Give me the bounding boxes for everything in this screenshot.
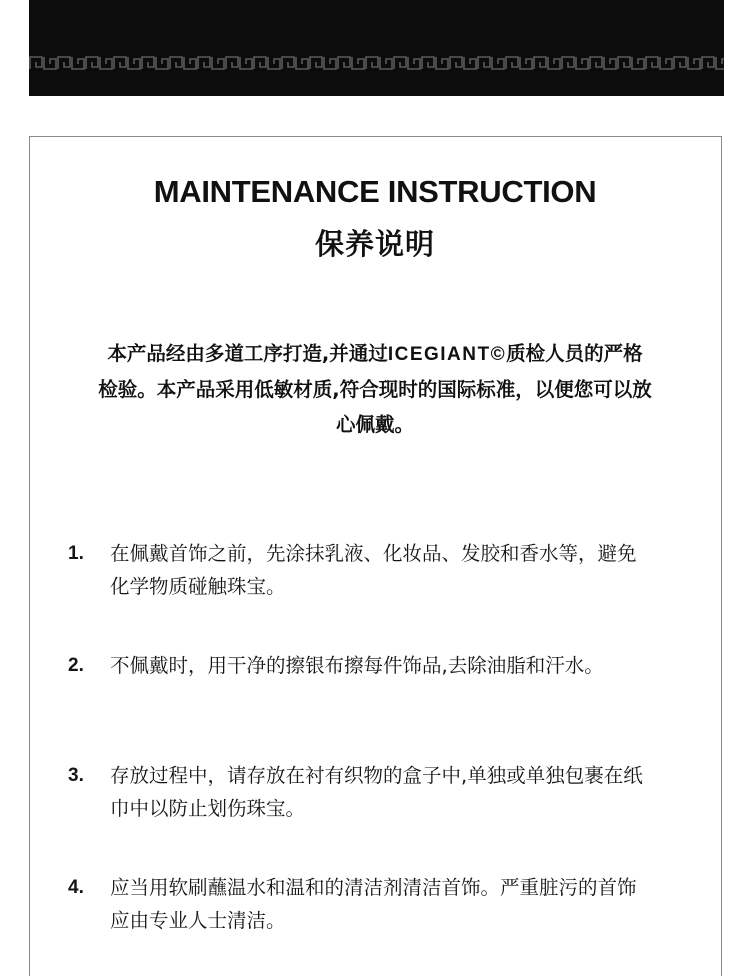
item-number: 3. — [68, 765, 84, 786]
page-title-en: MAINTENANCE INSTRUCTION — [153, 174, 597, 209]
greek-key-pattern — [29, 54, 724, 72]
item-text: 不佩戴时，用干净的擦银布擦每件饰品,去除油脂和汗水。 — [110, 654, 604, 677]
brand-name: ICEGIANT© — [387, 344, 507, 365]
intro-paragraph — [98, 336, 652, 442]
item-text: 在佩戴首饰之前，先涂抹乳液、化妆品、发胶和香水等，避免化学物质碰触珠宝。 — [110, 542, 637, 598]
intro-text-before: 本产品经由多道工序打造,并通过 — [107, 342, 388, 365]
item-text: 存放过程中，请存放在衬有织物的盒子中,单独或单独包裹在纸巾中以防止划伤珠宝。 — [110, 764, 643, 820]
intro-text-after: 质检人员的严格检验。本产品采用低敏材质,符合现时的国际标准，以便您可以放心佩戴。 — [98, 342, 652, 436]
header-banner — [29, 0, 724, 96]
page-title-cn: 保养说明 — [314, 227, 435, 261]
item-number: 4. — [68, 877, 84, 898]
item-number: 2. — [68, 655, 84, 676]
item-text: 应当用软刷蘸温水和温和的清洁剂清洁首饰。严重脏污的首饰应由专业人士清洁。 — [110, 876, 637, 932]
item-number: 1. — [68, 543, 84, 564]
